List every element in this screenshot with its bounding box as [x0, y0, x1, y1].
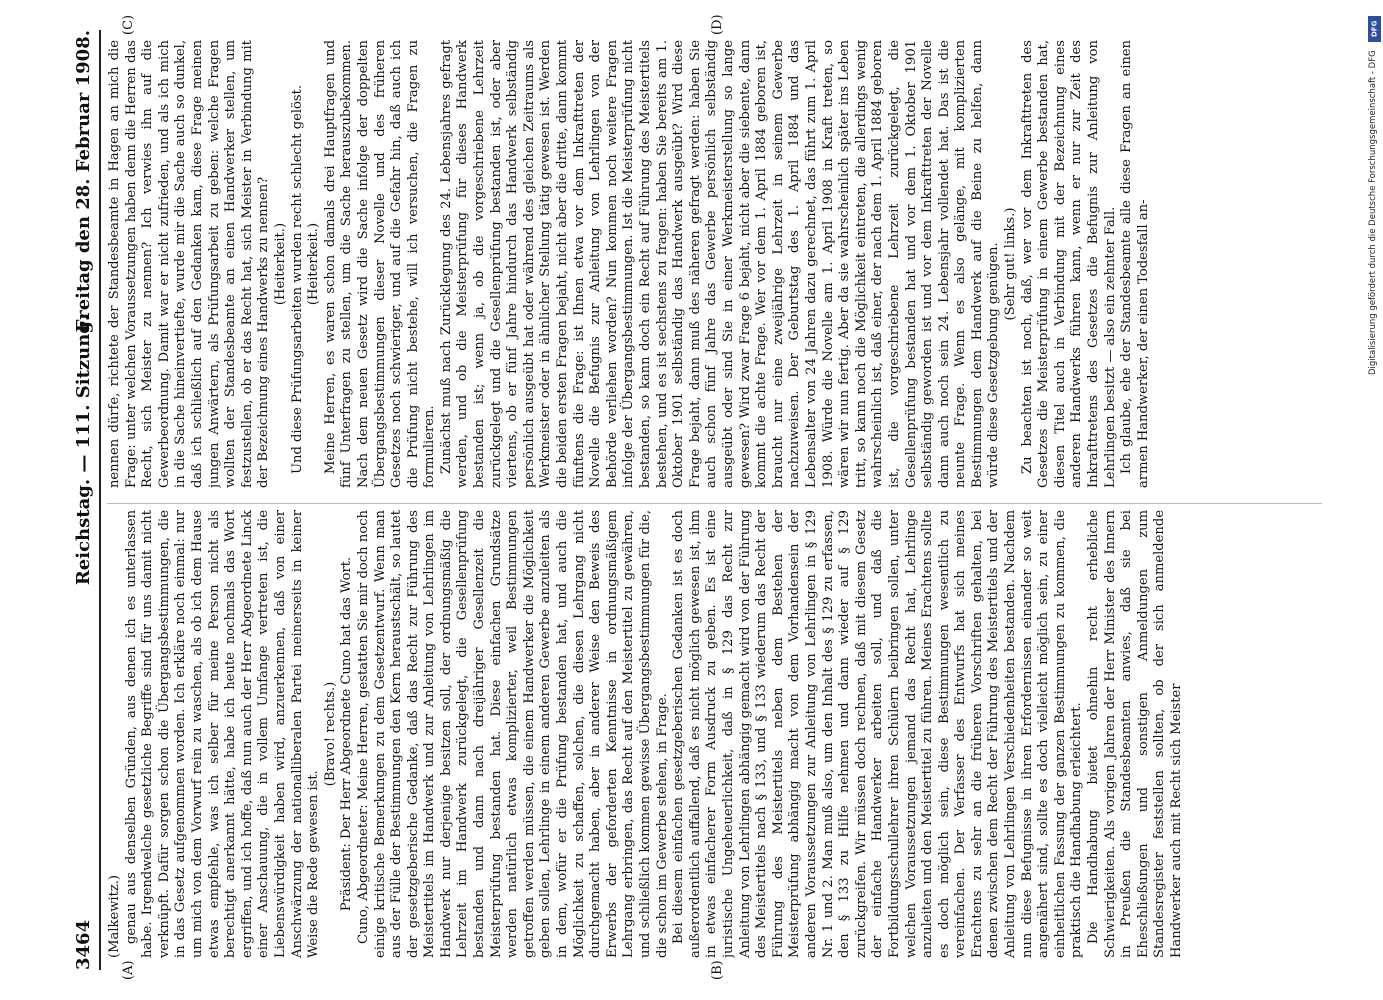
left-column [107, 510, 1322, 958]
paragraph: Bei diesem einfachen gesetzgeberischen Gedanken ist es doch außerordentlich auffallend, daß es nicht möglich gewesen ist, ihm in etwas einfacherer Form Ausdruck zu geben. Es ist eine juristische Ungeheuerlichkeit, daß in § 129 das Recht zur Anleitung von Lehrlingen abhängig gemacht wird von der Führung des Meistertitels nach § 133, und § 133 wiederum das Recht der Führung des Meistertitels neben dem Bestehen der Meisterprüfung abhängig macht von dem Vorhandensein der anderen Voraussetzungen zur Anleitung von Lehrlingen in § 129 Nr. 1 und 2. Man muß also, um den Inhalt des § 129 zu erfassen, den § 133 zu Hilfe nehmen und dann wieder auf § 129 zurückgreifen. Wir müssen doch rechnen, daß mit diesem Gesetz der einfache Handwerker arbeiten soll, und daß die Fortbildungsschullehrer ihren Schülern beibringen sollen, unter welchen Voraussetzungen jemand das Recht hat, Lehrlinge anzuleiten und den Meistertitel zu führen. Meines Erachtens sollte es doch möglich sein, diese Bestimmungen wesentlich zu vereinfachen. Der Verfasser des Entwurfs hat sich meines Erachtens zu sehr an die früheren Vorschriften gehalten, bei denen zwischen dem Recht der Führung des Meistertitels und der Anleitung von Lehrlingen Verschiedenheiten bestanden. Nachdem nun diese Befugnisse in ihren Erfordernissen einander so weit angenähert sind, sollte es doch vielleicht möglich sein, zu einer einheitlichen Fassung der ganzen Bestimmungen zu kommen, die praktisch die Handhabung erleichtert. [671, 510, 1085, 958]
paragraph: (Malkewitz.) [107, 874, 122, 958]
paragraph: Zunächst muß nach Zurücklegung des 24. Lebensjahres gefragt werden, und ob die Meisterprüfung für dieses Handwerk bestanden ist; wenn ja, ob die vorgeschriebene Lehrzeit zurückgelegt und die Gesellenprüfung bestanden ist, oder aber viertens, ob er fünf Jahre hindurch das Handwerk selbständig persönlich ausgeübt hat oder während des gleichen Zeitraums als Werkmeister oder in ähnlicher Stellung tätig gewesen ist. Werden die beiden ersten Fragen bejaht, nicht aber die dritte, dann kommt fünftens die Frage: ist Ihnen etwa vor dem Inkrafttreten der Novelle die Befugnis zur Anleitung von Lehrlingen von der Behörde verliehen worden? Nun kommen noch weitere Fragen infolge der Übergangsbestimmungen. Ist die Meisterprüfung nicht bestanden, so kann doch ein Recht auf Führung des Meistertitels bestehen, und es ist sechstens zu fragen: haben Sie bereits am 1. Oktober 1901 selbständig das Handwerk ausgeübt? Wird diese Frage bejaht, dann muß des näheren gefragt werden: haben Sie auch schon fünf Jahre das Gewerbe persönlich selbständig ausgeübt oder sind Sie in einer Werkmeisterstellung so lange gewesen? Wird zwar Frage 6 bejaht, nicht aber die siebente, dann kommt die achte Frage. Wer vor dem 1. April 1884 geboren ist, braucht nur eine zweijährige Lehrzeit in seinem Gewerbe nachzuweisen. Der Geburtstag des 1. April 1884 und das Lebensalter von 24 Jahren dazu gerechnet, das führt zum 1. April 1908. Würde die Novelle am 1. April 1908 in Kraft treten, so wären wir nun fertig. Aber da sie wahrscheinlich später ins Leben tritt, so kann noch die Möglichkeit eintreten, die allerdings wenig wahrscheinlich ist, daß einer, der nach dem 1. April 1884 geboren ist, die vorgeschriebene Lehrzeit zurückgelegt, die Gesellenprüfung bestanden hat und vor dem 1. Oktober 1901 selbständig geworden ist und vor dem Inkrafttreten der Novelle dann auch noch sein 24. Lebensjahr vollendet hat. Das ist die neunte Frage. Wenn es also gelänge, mit komplizierten Bestimmungen dem Handwerk auf die Beine zu helfen, dann würde diese Gesetzgebung genügen. [438, 40, 1002, 488]
paragraph: (Heiterkeit.) [272, 222, 288, 306]
paragraph: (Sehr gut! links.) [1003, 207, 1019, 321]
margin-marker-a: (A) [121, 960, 136, 980]
margin-marker-b: (B) [710, 960, 725, 980]
paragraph: genau aus denselben Gründen, aus denen ich es unterlassen habe. Irgendwelche gesetzliche Begriffe sind für uns damit nicht verknüpft. Dafür sorgen schon die Übergangsbestimmungen, die in das Gesetz aufgenommen worden. Ich erkläre noch einmal: nur um mich von dem Vorwurf rein zu waschen, als ob ich dem Hause etwas empfehle, was ich selber für meine Person nicht als berechtigt anerkannt hätte, habe ich heute nochmals das Wort ergriffen, und ich hoffe, daß nun auch der Herr Abgeordnete Linck einer Anschauung, die in vollem Umfange vertreten ist, die Liebenswürdigkeit haben wird, anzuerkennen, daß von einer Anschwärzung der nationalliberalen Partei meinerseits in keiner Weise die Rede gewesen ist. [123, 510, 322, 958]
column-divider [107, 503, 1322, 504]
paragraph: Die Handhabung bietet ohnehin recht erhebliche Schwierigkeiten. Als vorigen Jahren der Herr Minister des Innern in Preußen die Standesbeamten anwies, daß sie bei Eheschließungen und sonstigen Anmeldungen zum Standesregister feststellen sollten, ob der sich anmeldende Handwerker auch mit Recht sich Meister [1086, 510, 1184, 958]
paragraph: Meine Herren, es waren schon damals drei Hauptfragen und fünf Unterfragen zu stellen, um die Sache herauszubekommen. Nach dem neuen Gesetz wird die Sache infolge der doppelten Übergangsbestimmungen dieser Novelle und des früheren Gesetzes noch schwieriger, und auf die Gefahr hin, daß auch ich die Prüfung nicht bestehe, will ich versuchen, die Fragen zu formulieren. [322, 40, 438, 488]
margin-marker-d: (D) [710, 14, 725, 35]
paragraph: (Bravo! rechts.) [322, 681, 338, 787]
paragraph: Und diese Prüfungsarbeiten wurden recht schlecht gelöst. [289, 84, 305, 474]
margin-marker-c: (C) [121, 14, 136, 35]
dfg-logo: DFG [1368, 16, 1381, 42]
digitization-sidebar [1368, 10, 1382, 990]
paragraph: Zu beachten ist noch, daß, wer vor dem Inkrafttreten des Gesetzes die Meisterprüfung in einem Gewerbe bestanden hat, diesen Titel auch in Verbindung mit der Bezeichnung eines anderen Handwerks führen kann, wenn er nur zur Zeit des Inkrafttretens des Gesetzes die Befugnis zur Anleitung von Lehrlingen besitzt — also ein zehnter Fall. [1019, 40, 1118, 488]
paragraph: nennen dürfe, richtete der Standesbeamte in Hagen an mich die Frage: unter welchen Voraussetzungen haben denn die Herren das Recht, sich Meister zu nennen? Ich verwies ihn auf die Gewerbeordnung. Damit war er nicht zufrieden, und als ich mich in die Sache hineinvertiefte, wurde mir die Sache auch so dunkel, daß ich schließlich auf den Gedanken kam, diese Frage meinen jungen Anwärtern, als Prüfungsarbeit zu geben: welche Fragen wollten der Standesbeamte an einen Handwerker stellen, um festzustellen, ob er das Recht hat, sich Meister in Verbindung mit der Bezeichnung eines Handwerks zu nennen? [107, 40, 272, 488]
right-column [107, 40, 1322, 488]
header-rule [99, 30, 101, 970]
paragraph: Cuno, Abgeordneter: Meine Herren, gestatten Sie mir doch noch einige kritische Bemerkungen zu dem Gesetzentwurf. Wenn man aus der Fülle der Bestimmungen den Kern heraustschält, so lautet der gesetzgeberische Gedanke, daß das Recht zur Führung des Meistertitels im Handwerk und zur Anleitung von Lehrlingen im Handwerk nur derjenige besitzen soll, der ordnungsmäßig die Lehrzeit im Handwerk zurückgelegt, die Gesellenprüfung bestanden und dann nach dreijähriger Gesellenzeit die Meisterprüfung bestanden hat. Diese einfachen Grundsätze werden natürlich etwas komplizierter, weil Bestimmungen getroffen werden müssen, die einem Handwerker die Möglichkeit geben sollen, Lehrlinge in einem anderen Gewerbe anzuleiten als in dem, wofür er die Prüfung bestanden hat, und auch die Möglichkeit zu schaffen, solchen, die diesen Lehrgang nicht durchgemacht haben, aber in anderer Weise den Beweis des Erwerbs der geforderten Kenntnisse in ordnungsmäßigem Lehrgang erbringen, das Recht auf den Meistertitel zu gewähren, und schließlich kommen gewisse Übergangsbestimmungen für die, die schon im Gewerbe stehen, in Frage. [355, 510, 670, 958]
document-page [55, 14, 1335, 980]
page-number: 3464 [73, 919, 94, 970]
digitization-credit: Digitalisierung gefördert durch die Deutsche Forschungsgemeinschaft - DFG [1368, 50, 1378, 375]
session-date: Freitag den 28. Februar 1908. [73, 30, 94, 333]
paragraph: Ich glaube, ehe der Standesbeamte alle diese Fragen an einen armen Handwerker, der einen Todesfall an- [1119, 40, 1151, 488]
paragraph: Präsident: Der Herr Abgeordnete Cuno hat das Wort. [339, 556, 355, 912]
session-title: Reichstag. — 111. Sitzung. [73, 314, 94, 586]
paragraph: (Heiterkeit.) [306, 222, 322, 306]
